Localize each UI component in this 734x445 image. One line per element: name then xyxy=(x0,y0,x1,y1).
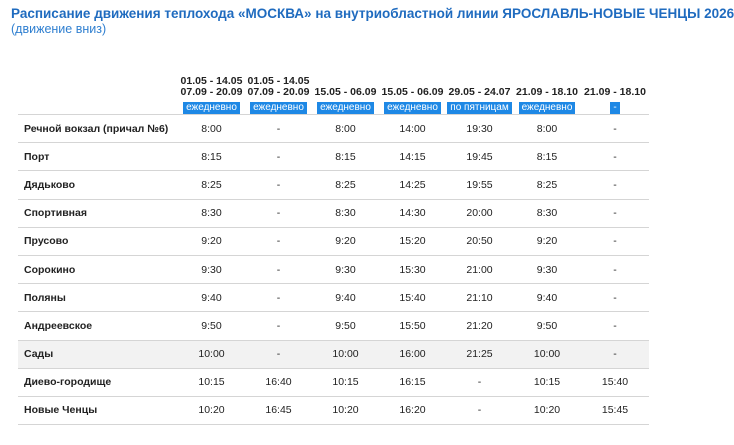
departure-time: 21:00 xyxy=(446,255,513,283)
date-range-line: 21.09 - 18.10 xyxy=(584,86,646,98)
departure-time: 10:15 xyxy=(312,368,379,396)
table-row xyxy=(18,255,649,283)
departure-time: 10:20 xyxy=(312,396,379,424)
departure-time: 19:55 xyxy=(446,171,513,199)
departure-time: - xyxy=(581,284,649,312)
frequency-badge: ежедневно xyxy=(183,102,240,114)
column-date-range xyxy=(379,87,446,101)
frequency-badge: - xyxy=(610,102,619,114)
column-header xyxy=(312,67,379,115)
column-header xyxy=(379,67,446,115)
column-header xyxy=(581,67,649,115)
departure-time: 14:30 xyxy=(379,199,446,227)
stop-name: Сорокино xyxy=(18,255,178,283)
page-title: Расписание движения теплохода «МОСКВА» на внутриобластной линии ЯРОСЛАВЛЬ-НОВЫЕ ЧЕНЦЫ 2026 xyxy=(11,6,734,21)
stop-name: Андреевское xyxy=(18,312,178,340)
departure-time: 10:15 xyxy=(513,368,581,396)
schedule-table xyxy=(18,67,649,425)
stop-name: Дядьково xyxy=(18,171,178,199)
departure-time: 15:40 xyxy=(379,284,446,312)
departure-time: 8:25 xyxy=(312,171,379,199)
departure-time: 15:30 xyxy=(379,255,446,283)
departure-time: 10:20 xyxy=(513,396,581,424)
departure-time: - xyxy=(581,171,649,199)
departure-time: - xyxy=(245,115,312,143)
stop-name: Прусово xyxy=(18,227,178,255)
departure-time: 16:40 xyxy=(245,368,312,396)
departure-time: 21:10 xyxy=(446,284,513,312)
departure-time: 20:50 xyxy=(446,227,513,255)
column-date-range xyxy=(513,87,581,101)
departure-time: 8:15 xyxy=(312,143,379,171)
departure-time: 15:40 xyxy=(581,368,649,396)
departure-time: - xyxy=(581,340,649,368)
stop-name: Порт xyxy=(18,143,178,171)
departure-time: 15:45 xyxy=(581,396,649,424)
column-date-range xyxy=(446,87,513,101)
departure-time: - xyxy=(245,312,312,340)
departure-time: - xyxy=(245,143,312,171)
departure-time: 9:30 xyxy=(312,255,379,283)
departure-time: 8:30 xyxy=(312,199,379,227)
departure-time: 9:40 xyxy=(513,284,581,312)
departure-time: 21:20 xyxy=(446,312,513,340)
departure-time: 9:30 xyxy=(178,255,245,283)
stop-name: Диево-городище xyxy=(18,368,178,396)
departure-time: 9:50 xyxy=(513,312,581,340)
column-header xyxy=(513,67,581,115)
departure-time: 9:20 xyxy=(178,227,245,255)
date-range-line: 07.09 - 20.09 xyxy=(180,86,243,98)
departure-time: - xyxy=(581,143,649,171)
departure-time: 9:40 xyxy=(312,284,379,312)
stop-name: Сады xyxy=(18,340,178,368)
departure-time: 8:15 xyxy=(178,143,245,171)
departure-time: 16:15 xyxy=(379,368,446,396)
stop-name: Новые Ченцы xyxy=(18,396,178,424)
departure-time: 10:15 xyxy=(178,368,245,396)
departure-time: 16:20 xyxy=(379,396,446,424)
column-date-range xyxy=(312,87,379,101)
departure-time: 14:25 xyxy=(379,171,446,199)
departure-time: 15:20 xyxy=(379,227,446,255)
departure-time: 19:30 xyxy=(446,115,513,143)
departure-time: 14:15 xyxy=(379,143,446,171)
departure-time: 9:20 xyxy=(513,227,581,255)
departure-time: 9:50 xyxy=(312,312,379,340)
frequency-badge: ежедневно xyxy=(519,102,576,114)
departure-time: 16:00 xyxy=(379,340,446,368)
column-date-range xyxy=(178,76,245,101)
column-date-range xyxy=(581,87,649,101)
stop-name: Речной вокзал (причал №6) xyxy=(18,115,178,143)
stop-name: Поляны xyxy=(18,284,178,312)
date-range-line: 21.09 - 18.10 xyxy=(516,86,578,98)
date-range-line: 29.05 - 24.07 xyxy=(448,86,511,98)
departure-time: 8:30 xyxy=(178,199,245,227)
departure-time: 10:00 xyxy=(513,340,581,368)
table-row xyxy=(18,368,649,396)
departure-time: - xyxy=(581,227,649,255)
departure-time: - xyxy=(581,255,649,283)
table-row xyxy=(18,340,649,368)
column-date-range xyxy=(245,76,312,101)
table-row xyxy=(18,115,649,143)
departure-time: - xyxy=(245,255,312,283)
departure-time: - xyxy=(581,312,649,340)
departure-time: 10:00 xyxy=(312,340,379,368)
departure-time: 8:15 xyxy=(513,143,581,171)
table-row xyxy=(18,143,649,171)
column-header xyxy=(446,67,513,115)
header-row xyxy=(18,67,649,115)
departure-time: 9:20 xyxy=(312,227,379,255)
date-range-line: 01.05 - 14.05 xyxy=(247,75,310,87)
date-range-line: 15.05 - 06.09 xyxy=(381,86,444,98)
departure-time: 8:00 xyxy=(312,115,379,143)
departure-time: 9:30 xyxy=(513,255,581,283)
departure-time: 19:45 xyxy=(446,143,513,171)
date-range-line: 15.05 - 06.09 xyxy=(314,86,377,98)
departure-time: - xyxy=(245,340,312,368)
departure-time: - xyxy=(446,368,513,396)
table-row xyxy=(18,312,649,340)
page-subtitle: (движение вниз) xyxy=(11,22,107,36)
departure-time: - xyxy=(245,227,312,255)
departure-time: 8:25 xyxy=(513,171,581,199)
departure-time: 16:45 xyxy=(245,396,312,424)
departure-time: - xyxy=(446,396,513,424)
frequency-badge: ежедневно xyxy=(250,102,307,114)
schedule-body xyxy=(18,115,649,425)
departure-time: - xyxy=(245,171,312,199)
column-header xyxy=(245,67,312,115)
departure-time: 8:00 xyxy=(513,115,581,143)
column-header xyxy=(178,67,245,115)
table-row xyxy=(18,284,649,312)
departure-time: 8:30 xyxy=(513,199,581,227)
frequency-badge: ежедневно xyxy=(317,102,374,114)
frequency-badge: по пятницам xyxy=(447,102,511,114)
departure-time: 14:00 xyxy=(379,115,446,143)
stop-name: Спортивная xyxy=(18,199,178,227)
departure-time: 8:25 xyxy=(178,171,245,199)
departure-time: - xyxy=(245,199,312,227)
frequency-badge: ежедневно xyxy=(384,102,441,114)
departure-time: - xyxy=(581,115,649,143)
departure-time: 9:50 xyxy=(178,312,245,340)
date-range-line: 07.09 - 20.09 xyxy=(247,86,310,98)
departure-time: 8:00 xyxy=(178,115,245,143)
departure-time: 21:25 xyxy=(446,340,513,368)
table-row xyxy=(18,171,649,199)
table-row xyxy=(18,227,649,255)
departure-time: - xyxy=(245,284,312,312)
table-row xyxy=(18,199,649,227)
departure-time: 10:20 xyxy=(178,396,245,424)
stop-column-header xyxy=(18,67,178,115)
departure-time: - xyxy=(581,199,649,227)
departure-time: 15:50 xyxy=(379,312,446,340)
departure-time: 10:00 xyxy=(178,340,245,368)
date-range-line: 01.05 - 14.05 xyxy=(180,75,243,87)
departure-time: 9:40 xyxy=(178,284,245,312)
departure-time: 20:00 xyxy=(446,199,513,227)
table-row xyxy=(18,396,649,424)
